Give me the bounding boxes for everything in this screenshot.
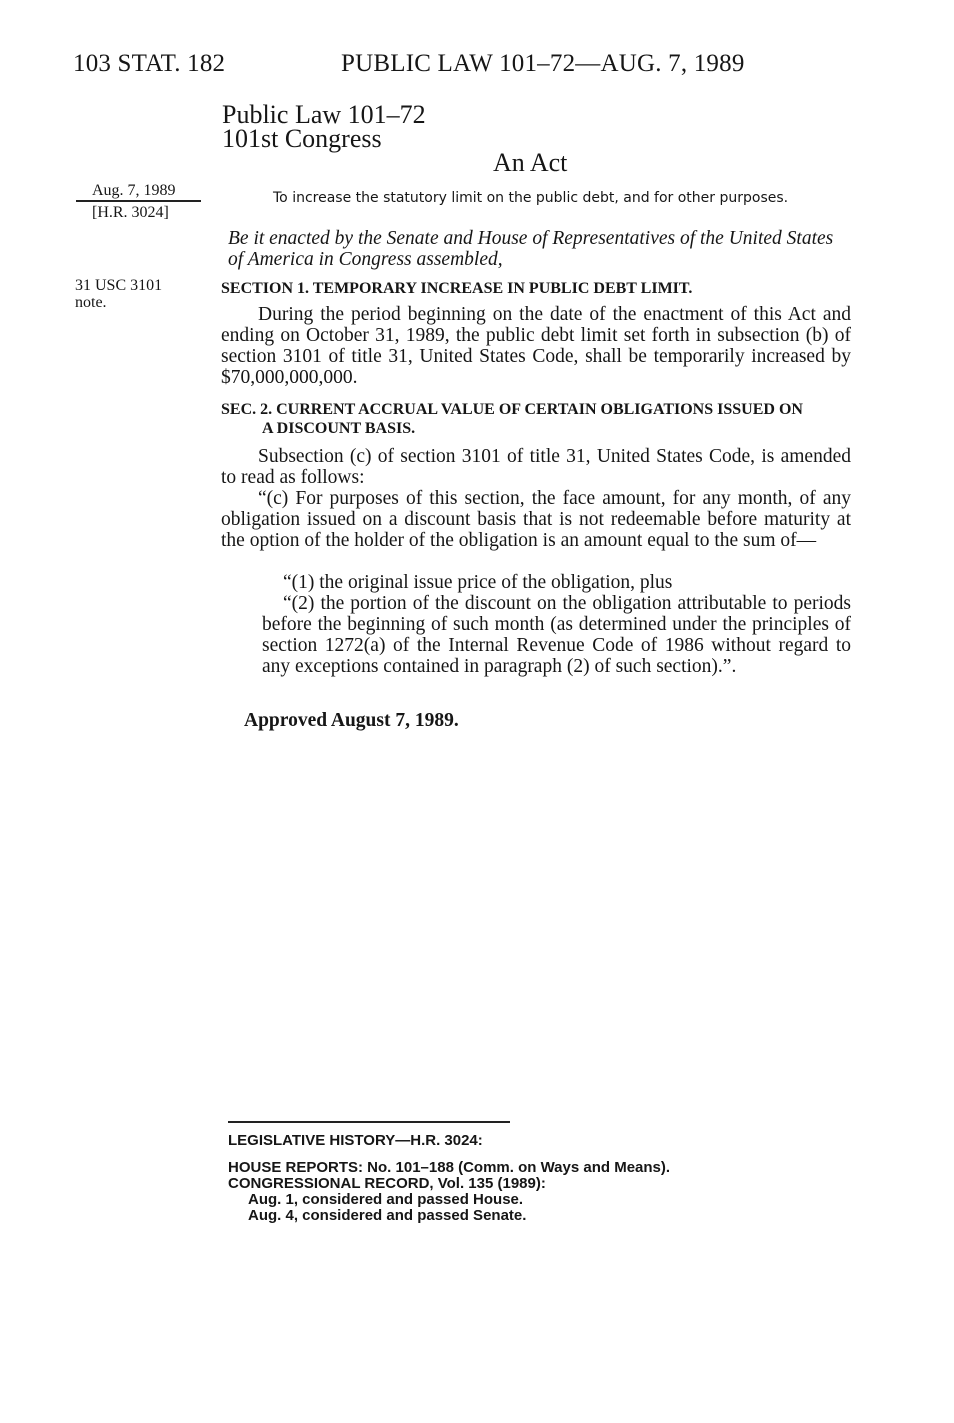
history-entry: Aug. 4, considered and passed Senate. xyxy=(248,1207,527,1224)
congressional-record: CONGRESSIONAL RECORD, Vol. 135 (1989): xyxy=(228,1175,546,1192)
approval-date: Approved August 7, 1989. xyxy=(244,710,459,731)
history-entry: Aug. 1, considered and passed House. xyxy=(248,1191,524,1208)
congress-number: 101st Congress xyxy=(222,124,382,153)
section-1-heading: SECTION 1. TEMPORARY INCREASE IN PUBLIC DEBT LIMIT. xyxy=(221,280,693,297)
margin-date: Aug. 7, 1989 xyxy=(92,182,176,199)
section-2-heading: SEC. 2. CURRENT ACCRUAL VALUE OF CERTAIN OBLIGATIONS ISSUED ON xyxy=(221,401,803,418)
margin-usc-reference: 31 USC 3101 xyxy=(75,277,163,294)
section-2-intro: Subsection (c) of section 3101 of title 31, United States Code, is amended to read as follows: xyxy=(221,446,851,488)
section-1-body: During the period beginning on the date of the enactment of this Act and ending on October 31, 1989, the public debt limit set forth in subsection (b) of section 3101 of title 31, United States Code, shall be temporarily increased by $70,000,000,000. xyxy=(221,304,851,388)
public-law-number: Public Law 101–72 xyxy=(222,100,426,129)
list-item: “(1) the original issue price of the obligation, plus xyxy=(283,572,673,593)
act-purpose: To increase the statutory limit on the public debt, and for other purposes. xyxy=(273,190,789,206)
running-title: PUBLIC LAW 101–72—AUG. 7, 1989 xyxy=(341,50,745,77)
section-2-heading-continued: A DISCOUNT BASIS. xyxy=(262,420,416,437)
margin-usc-note: note. xyxy=(75,294,107,311)
amended-subsection-text: “(c) For purposes of this section, the face amount, for any month, of any obligation issued on a discount basis that is not redeemable before maturity at the option of the holder of the obligation is an amount equal to the sum of— xyxy=(221,488,851,551)
list-item: “(2) the portion of the discount on the obligation attributable to periods before the beginning of such month (as determined under the principles of section 1272(a) of the Internal Revenue Code of 1986 without regard to any exceptions contained in paragraph (2) of such section).”. xyxy=(262,593,851,677)
footnote-rule xyxy=(228,1121,510,1123)
legislative-history-heading: LEGISLATIVE HISTORY—H.R. 3024: xyxy=(228,1132,483,1149)
margin-divider xyxy=(76,200,201,202)
act-heading: An Act xyxy=(493,148,568,177)
margin-bill-number: [H.R. 3024] xyxy=(92,204,169,221)
stat-page-reference: 103 STAT. 182 xyxy=(73,50,226,77)
enacting-clause: Be it enacted by the Senate and House of Representatives of the United States of America in Congress assembled, xyxy=(228,228,834,270)
house-reports: HOUSE REPORTS: No. 101–188 (Comm. on Ways and Means). xyxy=(228,1159,671,1176)
